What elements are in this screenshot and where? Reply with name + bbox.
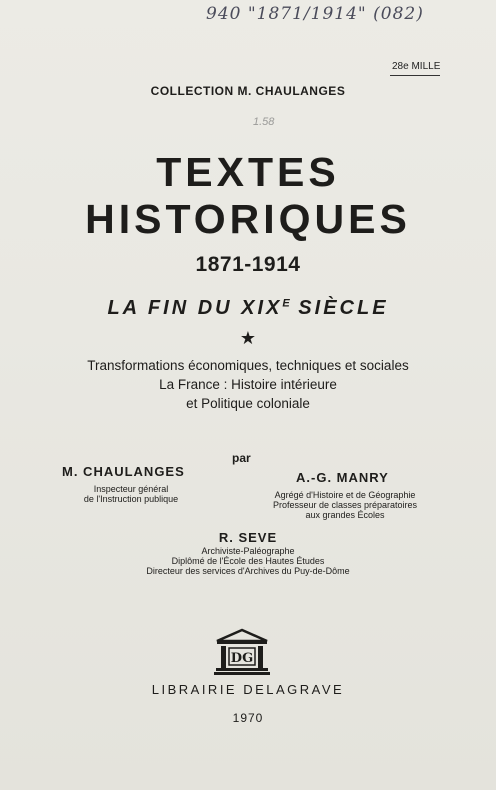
title-line-1: TEXTES [156,149,340,195]
years: 1871-1914 [195,253,301,276]
author-2-title-3: aux grandes Écoles [305,510,385,520]
collection-name: COLLECTION M. CHAULANGES [150,84,346,98]
publisher-temple-logo-icon [213,628,271,676]
author-3-title-3: Directeur des services d'Archives du Puy-de-Dôme [146,566,350,576]
author-3-titles [0,546,496,576]
author-3-title-2: Diplômé de l'École des Hautes Études [171,556,325,566]
pencil-mark: 1.58 [253,116,275,128]
author-2-title-2: Professeur de classes préparatoires [272,500,418,510]
author-1-titles [66,484,196,504]
author-2-title-1: Agrégé d'Histoire et de Géographie [274,490,416,500]
edition-label: 28e MILLE [392,61,441,72]
edition-underline [390,75,440,76]
description-line-2: La France : Histoire intérieure [159,377,337,392]
publisher-name: LIBRAIRIE DELAGRAVE [151,682,345,697]
description-line-3: et Politique coloniale [186,396,310,411]
publication-year: 1970 [232,711,264,725]
handwritten-catalog-note: 940 "1871/1914" (082) [206,4,424,24]
subtitle [0,297,496,320]
author-1-title-1: Inspecteur général [93,484,169,494]
author-2-name: A.-G. MANRY [296,470,389,485]
star-ornament: ★ [239,328,257,348]
author-3-title-1: Archiviste-Paléographe [201,546,295,556]
publisher-logo-text: DG [230,651,254,666]
author-2-titles [255,490,435,520]
title-line-2: HISTORIQUES [85,196,411,242]
author-1-name: M. CHAULANGES [62,464,185,479]
par-label: par [232,451,251,465]
author-3-name: R. SEVE [218,530,278,545]
description-line-1: Transformations économiques, techniques et sociales [87,358,409,373]
author-1-title-2: de l'Instruction publique [83,494,179,504]
subtitle-superscript: E [282,297,290,310]
subtitle-main: LA FIN DU XIX [107,297,283,319]
subtitle-end: SIÈCLE [289,297,389,319]
